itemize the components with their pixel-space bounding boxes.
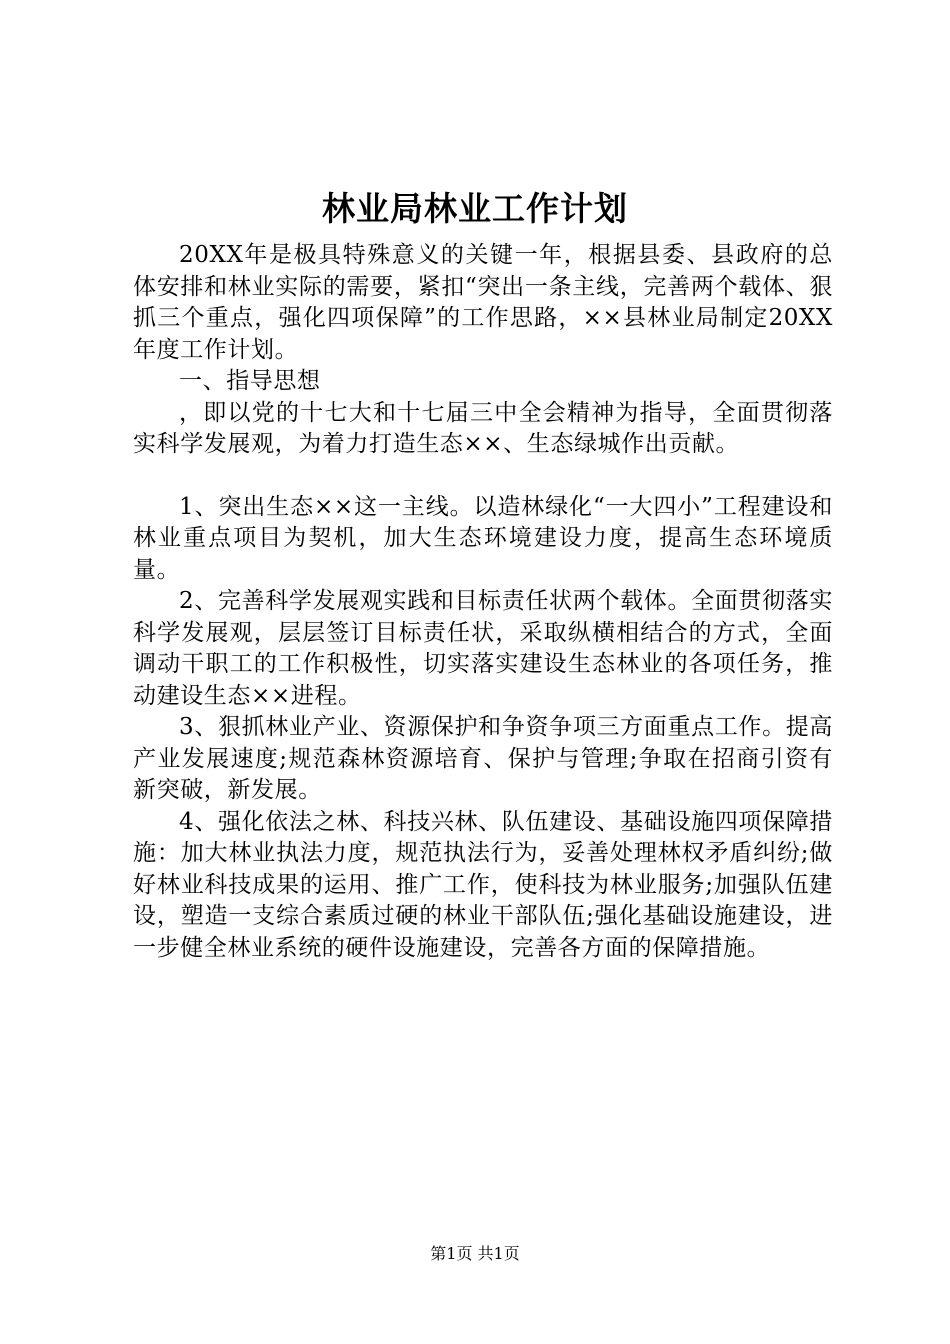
item-paragraph-4: 4、强化依法之林、科技兴林、队伍建设、基础设施四项保障措施：加大林业执法力度，规范执法行为，妥善处理林权矛盾纠纷;做好林业科技成果的运用、推广工作，使科技为林业服务;加强队伍建设，塑造一支综合素质过硬的林业干部队伍;强化基础设施建设，进一步健全林业系统的硬件设施建设，完善各方面的保障措施。 xyxy=(133,808,833,961)
paragraph-spacer xyxy=(133,461,833,492)
item-paragraph-2: 2、完善科学发展观实践和目标责任状两个载体。全面贯彻落实科学发展观，层层签订目标责任状，采取纵横相结合的方式，全面调动干职工的工作积极性，切实落实建设生态林业的各项任务，推动建设生态××进程。 xyxy=(133,588,833,709)
guiding-ideology-paragraph: ，即以党的十七大和十七届三中全会精神为指导，全面贯彻落实科学发展观，为着力打造生态××、生态绿城作出贡献。 xyxy=(133,399,833,457)
item-paragraph-3: 3、狠抓林业产业、资源保护和争资争项三方面重点工作。提高产业发展速度;规范森林资源培育、保护与管理;争取在招商引资有新突破，新发展。 xyxy=(133,714,833,803)
document-title: 林业局林业工作计划 xyxy=(322,189,628,228)
section-heading-guiding-ideology: 一、指导思想 xyxy=(179,368,321,394)
item-paragraph-1: 1、突出生态××这一主线。以造林绿化“一大四小”工程建设和林业重点项目为契机，加大生态环境建设力度，提高生态环境质量。 xyxy=(133,493,833,583)
page-footer: 第1页 共1页 xyxy=(430,1244,520,1263)
intro-paragraph: 20XX年是极具特殊意义的关键一年，根据县委、县政府的总体安排和林业实际的需要，紧扣“突出一条主线，完善两个载体、狠抓三个重点，强化四项保障”的工作思路，××县林业局制定20XX年度工作计划。 xyxy=(133,242,833,363)
document-body xyxy=(133,240,833,964)
